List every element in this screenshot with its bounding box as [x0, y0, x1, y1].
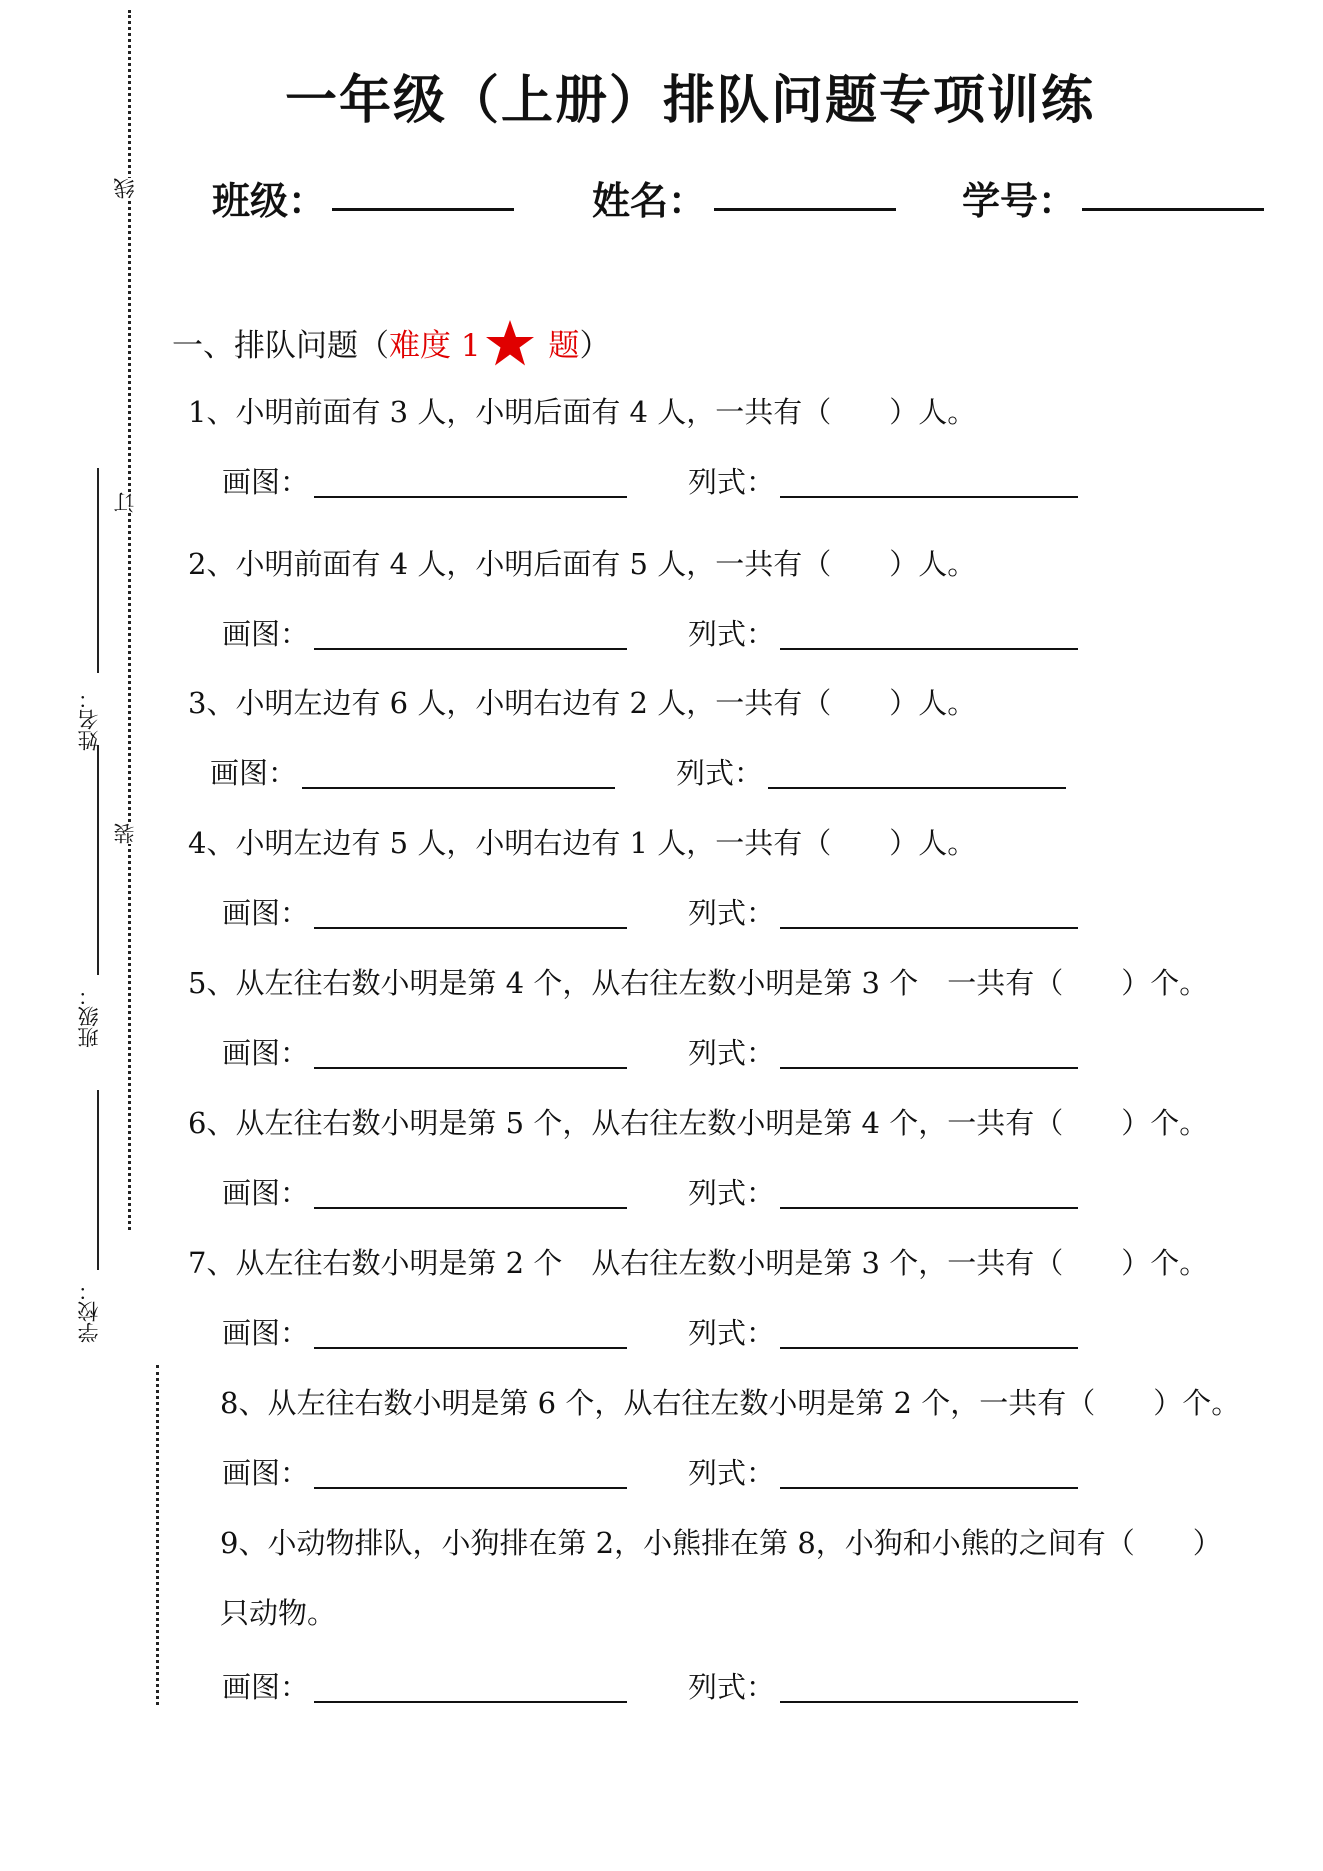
question-9-continued: 只动物。 — [220, 1596, 337, 1630]
margin-name-rule — [97, 468, 99, 673]
section-heading — [172, 318, 610, 368]
header-name-blank[interactable] — [714, 208, 896, 211]
draw-answer-line[interactable] — [314, 1487, 627, 1489]
draw-answer-line[interactable] — [314, 1207, 627, 1209]
header-name-label: 姓名： — [592, 179, 707, 223]
header-class-label: 班级： — [212, 179, 327, 223]
draw-answer-line[interactable] — [314, 1701, 627, 1703]
draw-answer-line[interactable] — [314, 648, 627, 650]
formula-answer-line[interactable] — [768, 787, 1066, 789]
question-1: 1、小明前面有 3 人，小明后面有 4 人，一共有（ ）人。 — [188, 395, 977, 429]
question-5: 5、从左往右数小明是第 4 个，从右往左数小明是第 3 个 一共有（ ）个。 — [188, 966, 1209, 1000]
formula-answer-line[interactable] — [780, 1487, 1078, 1489]
difficulty-label: 难度 1 — [389, 328, 481, 364]
question-4: 4、小明左边有 5 人，小明右边有 1 人，一共有（ ）人。 — [188, 826, 977, 860]
difficulty-suffix: 题 — [538, 328, 580, 364]
formula-answer-line[interactable] — [780, 1701, 1078, 1703]
formula-answer-line[interactable] — [780, 1067, 1078, 1069]
draw-label: 画图： — [210, 756, 298, 790]
header-id-blank[interactable] — [1082, 208, 1264, 211]
formula-answer-line[interactable] — [780, 648, 1078, 650]
draw-label: 画图： — [222, 1670, 310, 1704]
draw-label: 画图： — [222, 1316, 310, 1350]
question-6: 6、从左往右数小明是第 5 个，从右往左数小明是第 4 个，一共有（ ）个。 — [188, 1106, 1209, 1140]
margin-school-rule — [97, 1090, 99, 1270]
draw-label: 画图： — [222, 1036, 310, 1070]
question-7: 7、从左往右数小明是第 2 个 从右往左数小明是第 3 个，一共有（ ）个。 — [188, 1246, 1209, 1280]
formula-answer-line[interactable] — [780, 927, 1078, 929]
draw-label: 画图： — [222, 1456, 310, 1490]
draw-label: 画图： — [222, 617, 310, 651]
binding-word-bind: 装 — [110, 823, 140, 844]
formula-label: 列式： — [688, 1316, 776, 1350]
binding-word-staple: 订 — [110, 492, 140, 513]
formula-label: 列式： — [688, 1036, 776, 1070]
binding-dotted-line-lower — [156, 1365, 159, 1705]
formula-label: 列式： — [688, 1176, 776, 1210]
header-class-blank[interactable] — [332, 208, 514, 211]
margin-name-label: 姓名： — [77, 688, 101, 751]
draw-label: 画图： — [222, 1176, 310, 1210]
page-title: 一年级（上册）排队问题专项训练 — [284, 71, 1095, 131]
formula-label: 列式： — [676, 756, 764, 790]
draw-answer-line[interactable] — [314, 927, 627, 929]
margin-class-label: 班级： — [77, 985, 101, 1048]
formula-label: 列式： — [688, 617, 776, 651]
header-id-label: 学号： — [962, 179, 1077, 223]
formula-label: 列式： — [688, 1456, 776, 1490]
draw-label: 画图： — [222, 896, 310, 930]
formula-label: 列式： — [688, 1670, 776, 1704]
question-2: 2、小明前面有 4 人，小明后面有 5 人，一共有（ ）人。 — [188, 547, 977, 581]
draw-answer-line[interactable] — [314, 1067, 627, 1069]
formula-label: 列式： — [688, 896, 776, 930]
question-8: 8、从左往右数小明是第 6 个，从右往左数小明是第 2 个，一共有（ ）个。 — [220, 1386, 1241, 1420]
margin-class-rule — [97, 745, 99, 975]
formula-answer-line[interactable] — [780, 1207, 1078, 1209]
draw-answer-line[interactable] — [314, 496, 627, 498]
section-prefix: 一、排队问题（ — [172, 328, 389, 364]
question-3: 3、小明左边有 6 人，小明右边有 2 人，一共有（ ）人。 — [188, 686, 977, 720]
formula-answer-line[interactable] — [780, 1347, 1078, 1349]
margin-school-label: 学校： — [77, 1280, 101, 1343]
red-star-icon — [485, 318, 535, 368]
formula-label: 列式： — [688, 465, 776, 499]
draw-answer-line[interactable] — [302, 787, 615, 789]
question-9: 9、小动物排队，小狗排在第 2，小熊排在第 8，小狗和小熊的之间有（ ） — [220, 1526, 1222, 1560]
formula-answer-line[interactable] — [780, 496, 1078, 498]
binding-word-line: 线 — [110, 178, 140, 199]
draw-answer-line[interactable] — [314, 1347, 627, 1349]
draw-label: 画图： — [222, 465, 310, 499]
section-suffix: ） — [579, 328, 611, 364]
